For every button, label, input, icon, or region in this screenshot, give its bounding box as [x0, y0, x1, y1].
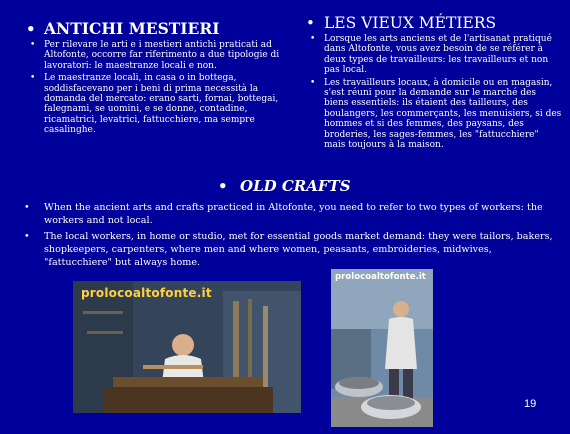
- english-list: [44, 201, 554, 272]
- photo-watermark: prolocoaltofonte.it: [81, 286, 212, 300]
- english-heading: [218, 177, 351, 195]
- workshop-illustration: [73, 281, 301, 413]
- list-item: • Les travailleurs locaux, à domicile ou en magasin, s'est réuni pour la demande sur le marché des biens essentiels: ils étaient des tailleurs, des boulangers, les commerçants, les menuisiers, si des hommes et si des femmes, des paysans, des broderies, les sages-femmes, les "fattucchiere" mais toujours à la maison.: [324, 78, 562, 151]
- bullet-icon: •: [218, 177, 228, 195]
- french-title: LES VIEUX MÉTIERS: [324, 14, 497, 32]
- italian-title: ANTICHI MESTIERI: [44, 19, 220, 38]
- list-item: • Per rilevare le arti e i mestieri antichi praticati ad Altofonte, occorre far riferimento a due tipologie di lavoratori: le maestranze locali e non.: [44, 40, 281, 71]
- craftsman-workshop-photo: [73, 281, 301, 413]
- bullet-icon: •: [306, 14, 315, 32]
- craftsman-cauldrons-photo: [331, 269, 433, 427]
- english-title: OLD CRAFTS: [240, 177, 351, 195]
- french-list: [306, 34, 562, 150]
- list-item: • Le maestranze locali, in casa o in bottega, soddisfacevano per i beni di prima necessità la domanda del mercato: erano sarti, fornai, bottegai, falegnami, se uomini, e se donne, contadine, ricamatrici, levatrici, fattucchiere, ma sempre casalinghe.: [44, 73, 281, 135]
- italian-list: [26, 40, 281, 136]
- bullet-icon: •: [26, 20, 36, 38]
- french-heading: [306, 14, 562, 32]
- photo-watermark: prolocoaltofonte.it: [335, 272, 426, 282]
- italian-heading: [26, 20, 281, 38]
- list-item: • Lorsque les arts anciens et de l'artisanat pratiqué dans Altofonte, vous avez besoin de se référer à deux types de travailleurs: les travailleurs et non pas local.: [324, 34, 562, 76]
- cauldron-illustration: [331, 269, 433, 427]
- page-number: 19: [524, 398, 537, 410]
- italian-section: [26, 20, 281, 138]
- list-item: • The local workers, in home or studio, met for essential goods market demand: they were tailors, bakers, shopkeepers, carpenters, where men and where women, peasants, embroideries, midwives, "fattucchiere" but always home.: [44, 230, 554, 269]
- french-section: [306, 14, 562, 152]
- list-item: • When the ancient arts and crafts practiced in Altofonte, you need to refer to two types of workers: the workers and not local.: [44, 201, 554, 227]
